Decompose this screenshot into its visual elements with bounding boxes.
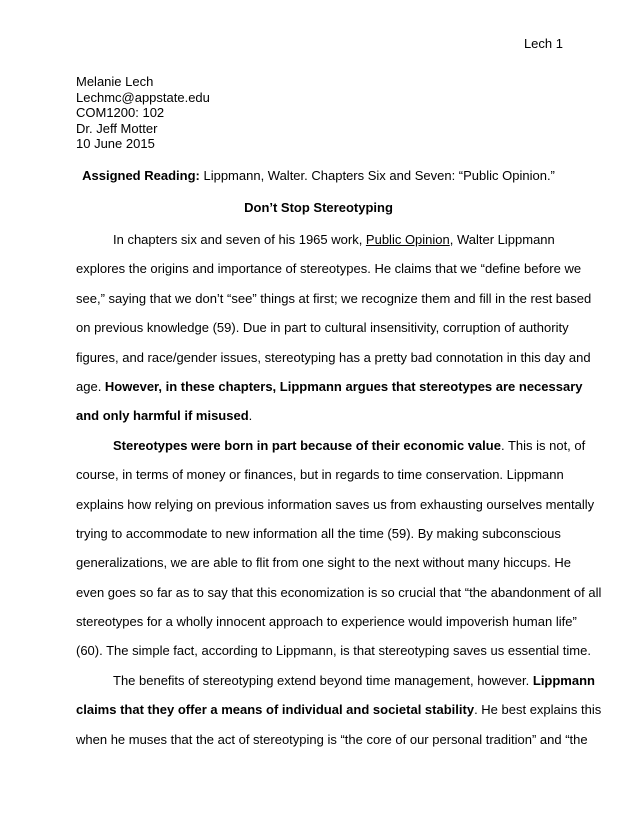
- text-line: [76, 225, 566, 254]
- author-email: Lechmc@appstate.edu: [76, 89, 210, 105]
- topic-sentence: Stereotypes were born in part because of their economic value: [113, 437, 501, 453]
- text-line: [76, 666, 595, 695]
- text-line: generalizations, we are able to flit from one sight to the next without many hiccups. He: [76, 555, 571, 571]
- running-head: Lech 1: [523, 36, 563, 51]
- text-line: even goes so far as to say that this economization is so crucial that “the abandonment of all: [76, 584, 602, 600]
- text-line: [76, 695, 602, 724]
- text-run: age.: [76, 378, 105, 394]
- topic-sentence: claims that they offer a means of individual and societal stability: [76, 702, 475, 718]
- text-line: see,” saying that we don’t “see” things at first; we recognize them and fill in the rest based: [76, 290, 592, 306]
- text-line: [76, 401, 566, 430]
- instructor-name: Dr. Jeff Motter: [76, 120, 158, 136]
- author-name: Melanie Lech: [76, 74, 154, 89]
- text-run: , Walter Lippmann: [449, 232, 555, 247]
- text-line: trying to accommodate to new information all the time (59). By making subconscious: [76, 525, 561, 541]
- body-text: [76, 225, 602, 754]
- topic-sentence: Lippmann: [532, 672, 595, 688]
- text-run: .: [248, 408, 253, 424]
- text-line: stereotypes for a wholly innocent approach to experience would impoverish human life”: [76, 614, 577, 630]
- text-line: explores the origins and importance of stereotypes. He claims that we “define before we: [76, 261, 582, 277]
- course-number: COM1200: 102: [76, 105, 165, 121]
- text-line: course, in terms of money or finances, but in regards to time conservation. Lippmann: [76, 467, 564, 483]
- assigned-reading-label: Assigned Reading:: [82, 168, 200, 183]
- assigned-reading: [76, 168, 561, 184]
- text-line: on previous knowledge (59). Due in part to cultural insensitivity, corruption of authority: [76, 320, 569, 336]
- text-line: [76, 431, 586, 460]
- text-line: figures, and race/gender issues, stereotyping has a pretty bad connotation in this day and: [76, 349, 591, 365]
- text-run: In chapters six and seven of his 1965 work,: [113, 232, 366, 247]
- paper-date: 10 June 2015: [76, 136, 155, 152]
- thesis-statement: and only harmful if misused: [76, 408, 249, 424]
- text-run: . He best explains this: [474, 702, 602, 718]
- text-line: explains how relying on previous information saves us from exhausting ourselves mentally: [76, 496, 595, 512]
- text-line: when he muses that the act of stereotyping is “the core of our personal tradition” and “the: [76, 731, 588, 747]
- assigned-reading-text: Lippmann, Walter. Chapters Six and Seven: “Public Opinion.”: [199, 168, 555, 183]
- paper-title: Don’t Stop Stereotyping: [244, 200, 393, 215]
- book-title: Public Opinion: [365, 232, 450, 247]
- text-line: [76, 372, 583, 401]
- text-line: (60). The simple fact, according to Lippmann, is that stereotyping saves us essential time.: [76, 643, 591, 659]
- text-run: The benefits of stereotyping extend beyond time management, however.: [113, 672, 533, 688]
- heading-block: [76, 74, 210, 152]
- text-run: . This is not, of: [500, 437, 586, 453]
- thesis-statement: However, in these chapters, Lippmann argues that stereotypes are necessary: [104, 378, 583, 394]
